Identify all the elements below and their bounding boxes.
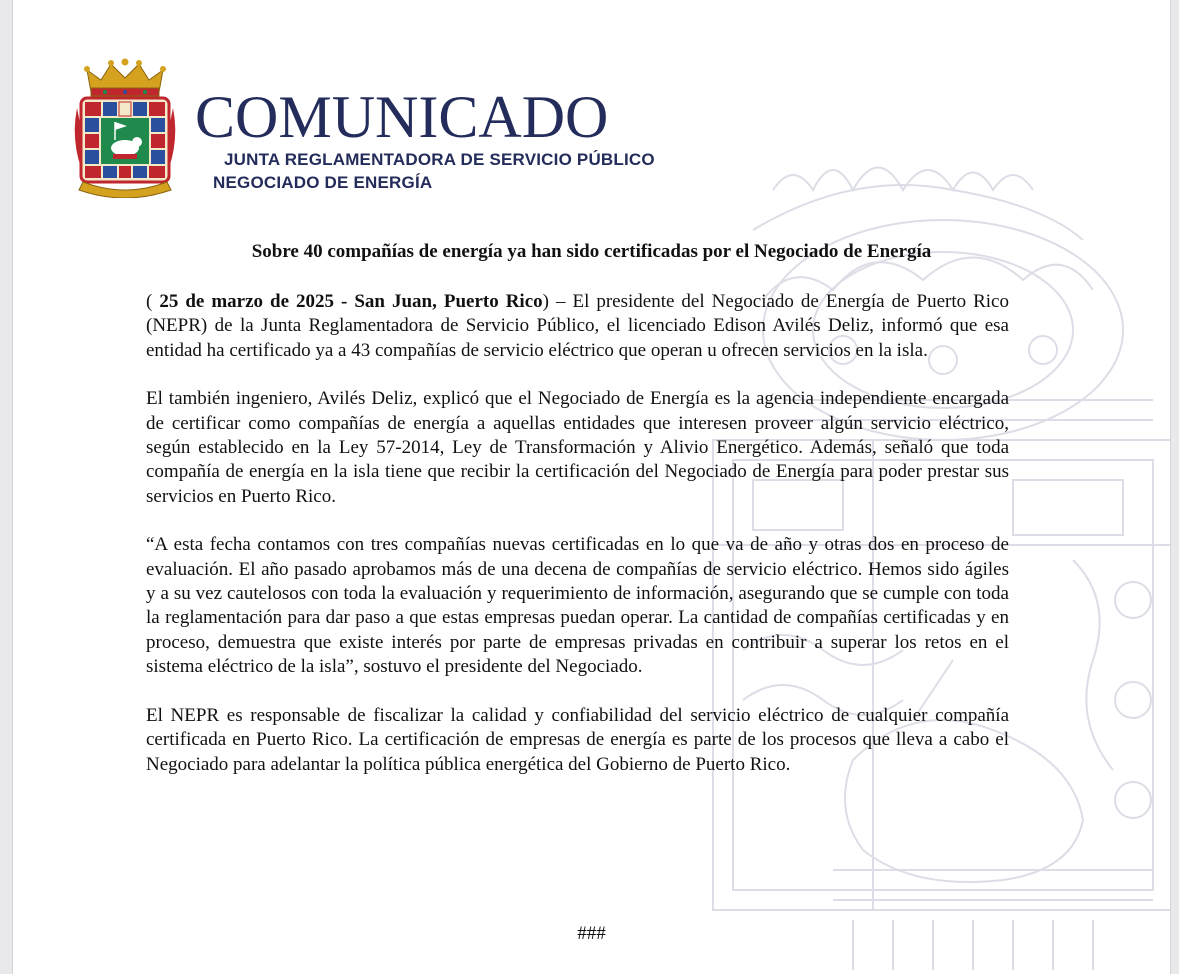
dateline: 25 de marzo de 2025 - San Juan, Puerto Rico <box>159 291 543 312</box>
headline: Sobre 40 compañías de energía ya han sido certificadas por el Negociado de Energía <box>251 241 932 262</box>
page-title: COMUNICADO <box>195 84 609 150</box>
paragraph-4: El NEPR es responsable de fiscalizar la calidad y confiabilidad del servicio eléctrico de cualquier compañía certificada en Puerto Rico. La certificación de empresas de energía es parte de los procesos que lleva a cabo el Negociado para adelantar la política pública energética del Gobierno de Puerto Rico. <box>146 704 1009 775</box>
paragraph-1-text: ) – El presidente del Negociado de Energía de Puerto Rico (NEPR) de la Junta Reglamentadora de Servicio Público, el licenciado Edison Avilés Deliz, informó que esa entidad ha certificado ya a 43 compañías de servicio eléctrico que operan u ofrecen servicios en la isla. <box>146 291 1009 361</box>
org-name-board: JUNTA REGLAMENTADORA DE SERVICIO PÚBLICO <box>224 150 655 169</box>
paragraph-2: El también ingeniero, Avilés Deliz, explicó que el Negociado de Energía es la agencia independiente encargada de certificar como compañías de energía a aquellas entidades que interesen proveer algún servicio eléctrico, según establecido en la Ley 57-2014, Ley de Transformación y Alivio Energético. Además, señaló que toda compañía de energía en la isla tiene que recibir la certificación del Negociado de Energía para poder prestar sus servicios en Puerto Rico. <box>146 388 1009 507</box>
article-body <box>146 290 1009 801</box>
paragraph-1-open: ( <box>146 291 160 312</box>
paragraph-3: “A esta fecha contamos con tres compañías nuevas certificadas en lo que va de año y otras dos en proceso de evaluación. El año pasado aprobamos más de una decena de compañías de servicio eléctrico. Hemos sido ágiles y a su vez cautelosos con toda la evaluación y requerimiento de información, asegurando que se cumple con toda la reglamentación para dar paso a que estas empresas puedan operar. La cantidad de compañías certificadas y en proceso, demuestra que existe interés por parte de empresas privadas en contribuir a superar los retos en el sistema eléctrico de la isla”, sostuvo el presidente del Negociado. <box>146 534 1009 678</box>
org-name-bureau: NEGOCIADO DE ENERGÍA <box>213 173 433 192</box>
paragraph-1 <box>146 290 1009 363</box>
puerto-rico-coat-of-arms-icon <box>69 58 181 198</box>
end-mark: ### <box>577 923 606 944</box>
press-release-page <box>12 0 1171 974</box>
